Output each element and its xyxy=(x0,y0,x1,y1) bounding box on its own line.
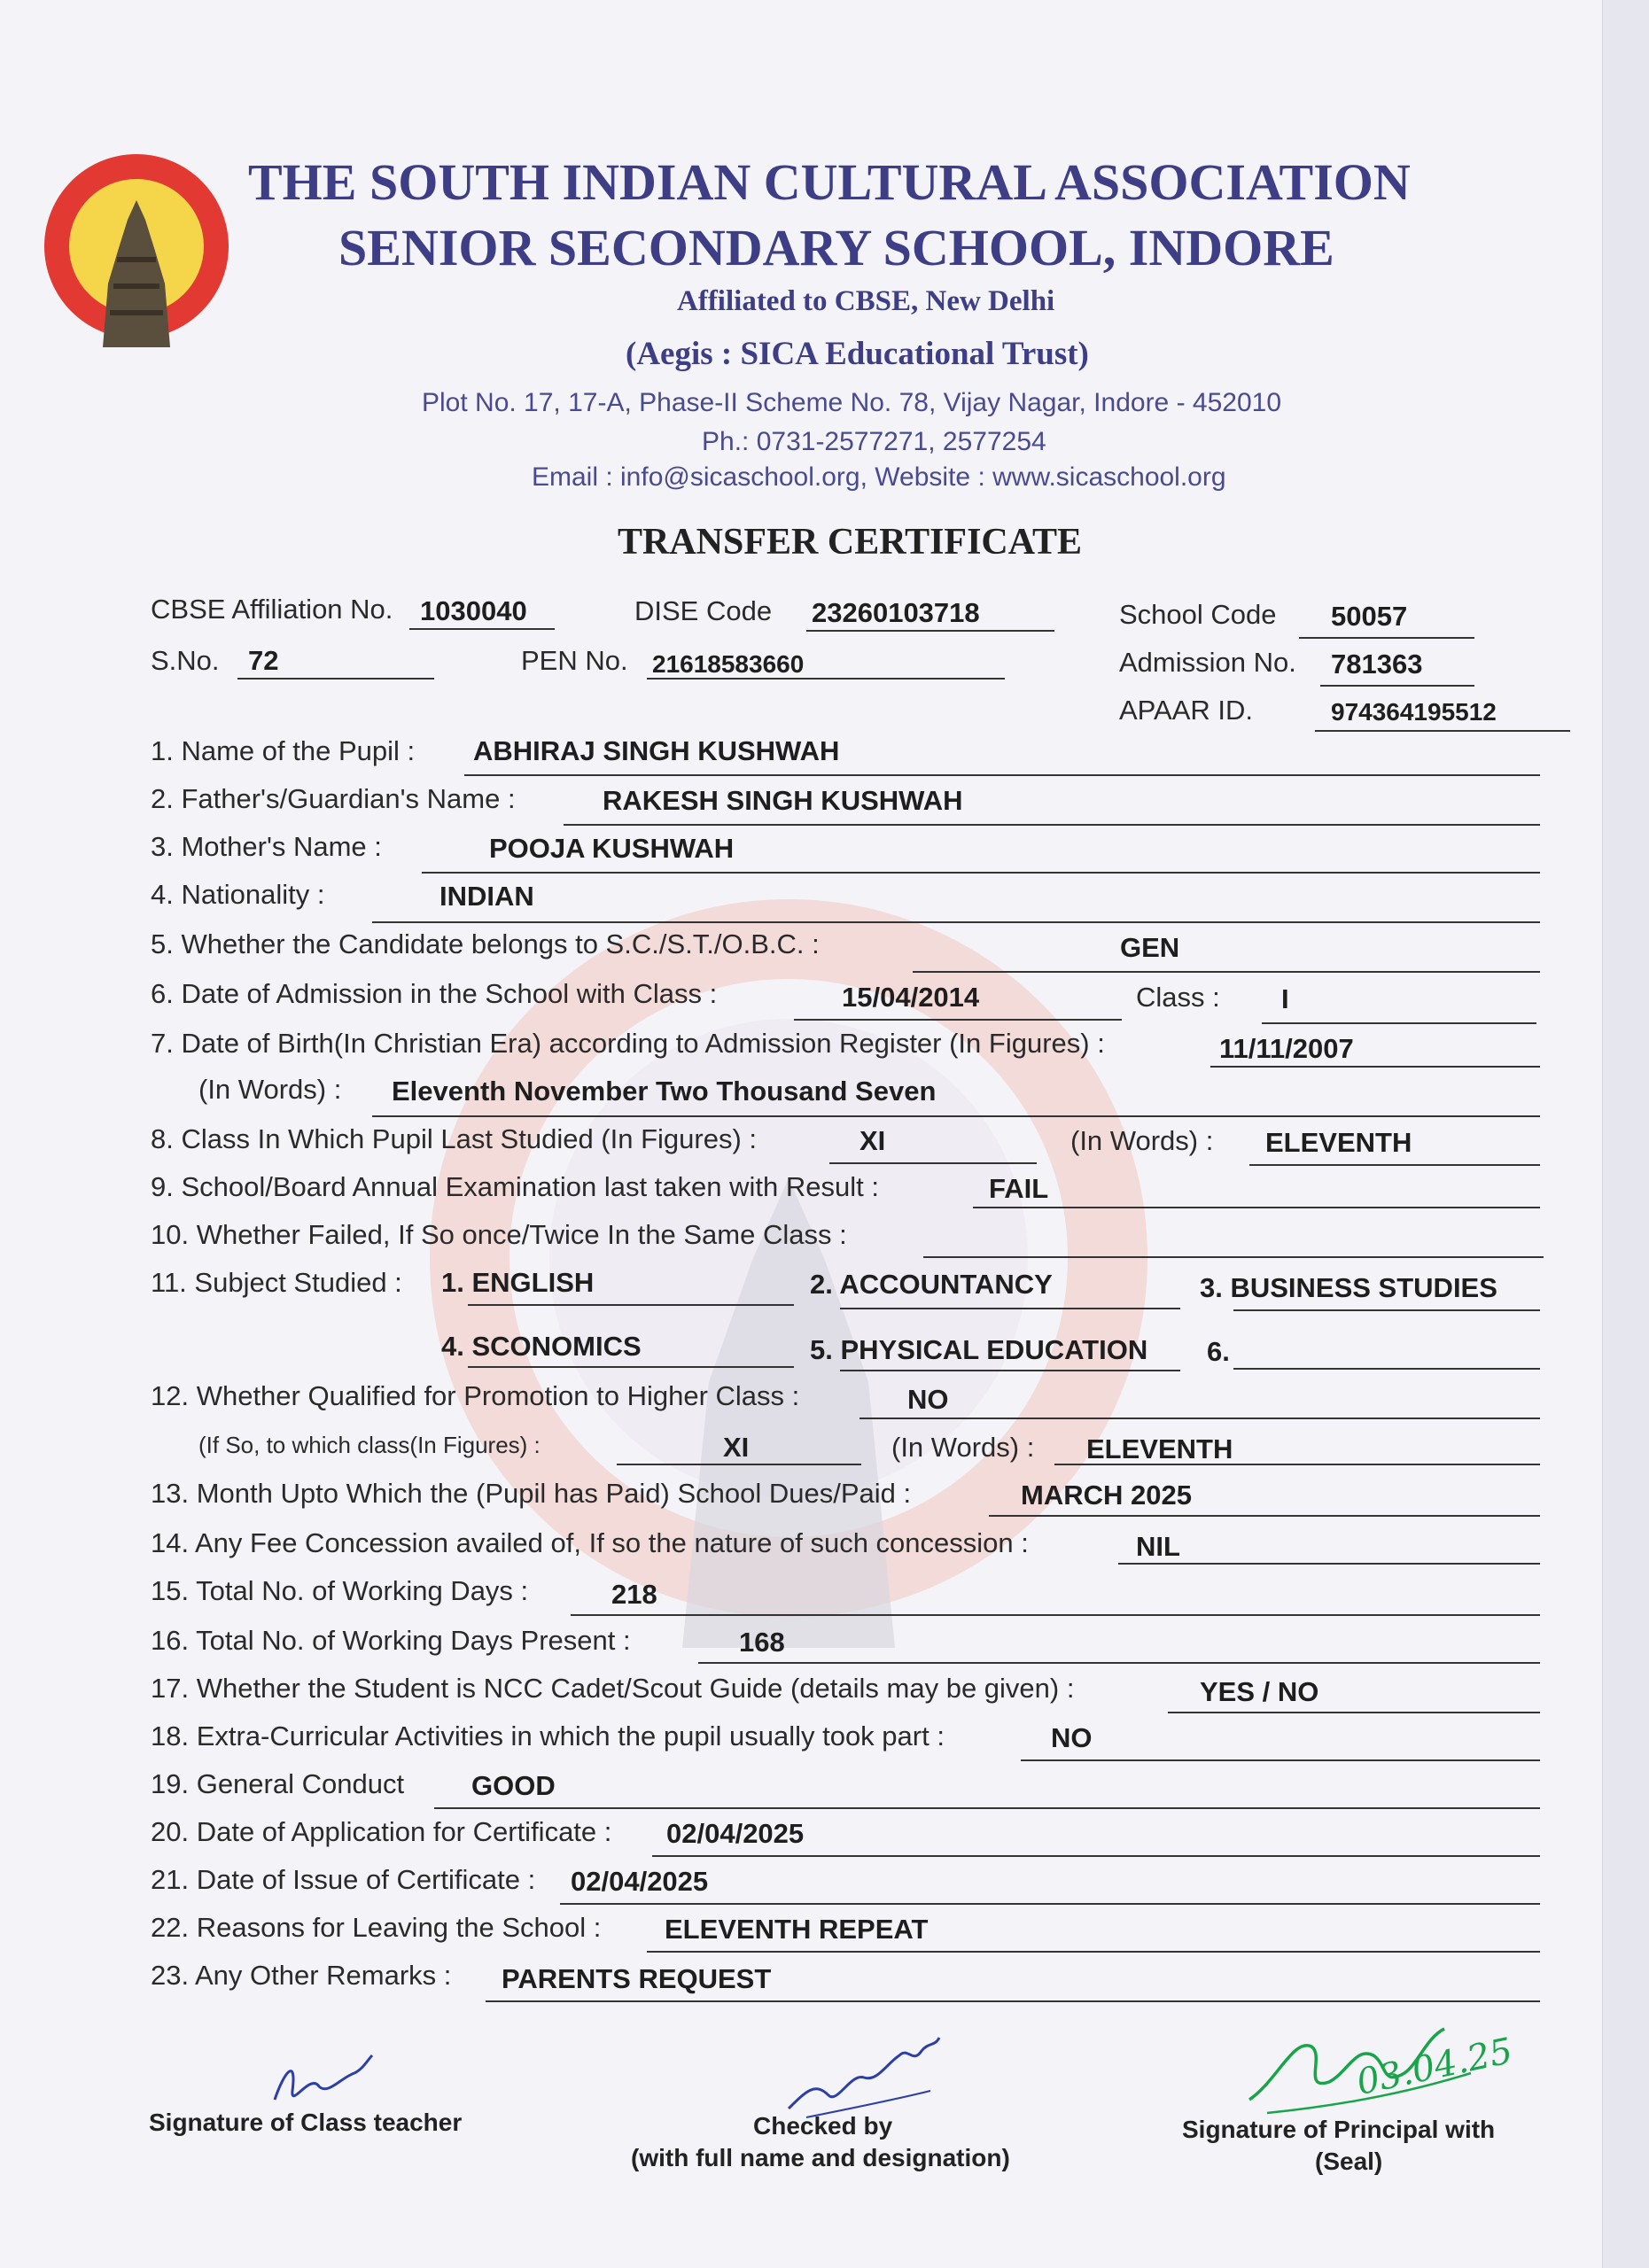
subject-6: 6. xyxy=(1207,1336,1230,1367)
dob-value: 11/11/2007 xyxy=(1219,1033,1354,1064)
checked-by-label: Checked by xyxy=(753,2112,893,2140)
nationality-label: 4. Nationality : xyxy=(151,879,325,910)
subject-1: 1. ENGLISH xyxy=(441,1267,595,1298)
school-code-value: 50057 xyxy=(1331,601,1408,632)
exam-result-label: 9. School/Board Annual Examination last taken with Result : xyxy=(151,1171,879,1202)
certificate-title: TRANSFER CERTIFICATE xyxy=(618,522,1082,563)
admission-label: Admission No. xyxy=(1119,647,1296,678)
principal-seal: (Seal) xyxy=(1315,2148,1383,2175)
last-class-label: 8. Class In Which Pupil Last Studied (In Figures) : xyxy=(151,1123,758,1154)
promotion-label: 12. Whether Qualified for Promotion to Higher Class : xyxy=(151,1380,800,1411)
class-teacher-label: Signature of Class teacher xyxy=(149,2109,463,2136)
dues-value: MARCH 2025 xyxy=(1021,1480,1192,1511)
last-class-value: XI xyxy=(860,1125,886,1156)
class-teacher-signature xyxy=(257,2038,381,2117)
pen-value: 21618583660 xyxy=(652,650,805,678)
conduct-label: 19. General Conduct xyxy=(151,1768,405,1799)
checked-by-sub: (with full name and designation) xyxy=(631,2144,1010,2171)
leaving-reason-label: 22. Reasons for Leaving the School : xyxy=(151,1912,602,1943)
issue-date-value: 02/04/2025 xyxy=(571,1866,709,1897)
ncc-value: YES / NO xyxy=(1200,1676,1319,1707)
remarks-value: PARENTS REQUEST xyxy=(502,1963,772,1994)
principal-date-handwritten: 03.04.25 xyxy=(1353,2030,1516,2104)
pupil-name-value: ABHIRAJ SINGH KUSHWAH xyxy=(473,735,840,766)
application-date-value: 02/04/2025 xyxy=(666,1818,805,1849)
affiliation: Affiliated to CBSE, New Delhi xyxy=(677,285,1055,317)
last-class-words-label: (In Words) : xyxy=(1070,1125,1214,1156)
subject-5: 5. PHYSICAL EDUCATION xyxy=(810,1334,1148,1365)
principal-label: Signature of Principal with xyxy=(1182,2116,1496,2143)
affiliation-label: CBSE Affiliation No. xyxy=(151,594,393,625)
last-class-words-value: ELEVENTH xyxy=(1265,1127,1412,1158)
mother-name-label: 3. Mother's Name : xyxy=(151,831,382,862)
apaar-label: APAAR ID. xyxy=(1119,695,1254,726)
dob-words-value: Eleventh November Two Thousand Seven xyxy=(392,1076,937,1107)
promotion-class-value: XI xyxy=(723,1432,750,1463)
father-name-value: RAKESH SINGH KUSHWAH xyxy=(603,785,963,816)
contact: Email : info@sicaschool.org, Website : www.sicaschool.org xyxy=(532,462,1226,492)
exam-result-value: FAIL xyxy=(989,1173,1049,1204)
affiliation-value: 1030040 xyxy=(420,595,527,626)
admission-class-label: Class : xyxy=(1136,982,1220,1013)
concession-label: 14. Any Fee Concession availed of, If so the nature of such concession : xyxy=(151,1527,1029,1558)
admission-class-value: I xyxy=(1281,983,1289,1014)
sno-label: S.No. xyxy=(151,645,220,676)
category-value: GEN xyxy=(1120,932,1180,963)
application-date-label: 20. Date of Application for Certificate : xyxy=(151,1816,612,1847)
promotion-value: NO xyxy=(907,1384,949,1415)
working-days-value: 218 xyxy=(611,1579,657,1610)
address: Plot No. 17, 17-A, Phase-II Scheme No. 78, Vijay Nagar, Indore - 452010 xyxy=(422,388,1282,417)
dise-label: DISE Code xyxy=(634,595,773,626)
promotion-class-label: (If So, to which class(In Figures) : xyxy=(198,1432,541,1458)
subject-2: 2. ACCOUNTANCY xyxy=(810,1269,1053,1300)
pupil-name-label: 1. Name of the Pupil : xyxy=(151,735,416,766)
nationality-value: INDIAN xyxy=(439,881,534,912)
dob-label: 7. Date of Birth(In Christian Era) according to Admission Register (In Figures) : xyxy=(151,1028,1105,1059)
subject-4: 4. SCONOMICS xyxy=(441,1331,642,1362)
admission-value: 781363 xyxy=(1331,649,1423,680)
aegis: (Aegis : SICA Educational Trust) xyxy=(626,336,1089,372)
school-code-label: School Code xyxy=(1119,599,1277,630)
dues-label: 13. Month Upto Which the (Pupil has Paid) School Dues/Paid : xyxy=(151,1478,912,1509)
days-present-value: 168 xyxy=(739,1627,785,1658)
school-name-line1: THE SOUTH INDIAN CULTURAL ASSOCIATION xyxy=(248,153,1411,211)
sno-value: 72 xyxy=(248,645,279,676)
activities-value: NO xyxy=(1051,1722,1093,1753)
admission-date-label: 6. Date of Admission in the School with Class : xyxy=(151,978,718,1009)
school-name-line2: SENIOR SECONDARY SCHOOL, INDORE xyxy=(338,219,1334,276)
pen-label: PEN No. xyxy=(521,645,628,676)
phone: Ph.: 0731-2577271, 2577254 xyxy=(702,427,1046,456)
remarks-label: 23. Any Other Remarks : xyxy=(151,1960,452,1991)
admission-date-value: 15/04/2014 xyxy=(842,982,980,1013)
category-label: 5. Whether the Candidate belongs to S.C./S.T./O.B.C. : xyxy=(151,928,820,959)
activities-label: 18. Extra-Curricular Activities in which the pupil usually took part : xyxy=(151,1720,945,1751)
dob-words-label: (In Words) : xyxy=(198,1074,342,1105)
concession-value: NIL xyxy=(1136,1531,1180,1562)
dise-value: 23260103718 xyxy=(812,597,980,628)
scan-edge xyxy=(1602,0,1649,2268)
subject-3: 3. BUSINESS STUDIES xyxy=(1200,1272,1497,1303)
ncc-label: 17. Whether the Student is NCC Cadet/Scout Guide (details may be given) : xyxy=(151,1673,1075,1704)
days-present-label: 16. Total No. of Working Days Present : xyxy=(151,1625,631,1656)
subjects-label: 11. Subject Studied : xyxy=(151,1267,402,1298)
apaar-value: 974364195512 xyxy=(1331,698,1497,726)
leaving-reason-value: ELEVENTH REPEAT xyxy=(665,1914,929,1945)
school-logo xyxy=(41,151,232,347)
promotion-words-value: ELEVENTH xyxy=(1086,1433,1233,1464)
promotion-words-label: (In Words) : xyxy=(891,1432,1035,1463)
mother-name-value: POOJA KUSHWAH xyxy=(489,833,735,864)
failed-label: 10. Whether Failed, If So once/Twice In the Same Class : xyxy=(151,1219,847,1250)
issue-date-label: 21. Date of Issue of Certificate : xyxy=(151,1864,536,1895)
father-name-label: 2. Father's/Guardian's Name : xyxy=(151,783,516,814)
conduct-value: GOOD xyxy=(471,1770,556,1801)
working-days-label: 15. Total No. of Working Days : xyxy=(151,1575,529,1606)
